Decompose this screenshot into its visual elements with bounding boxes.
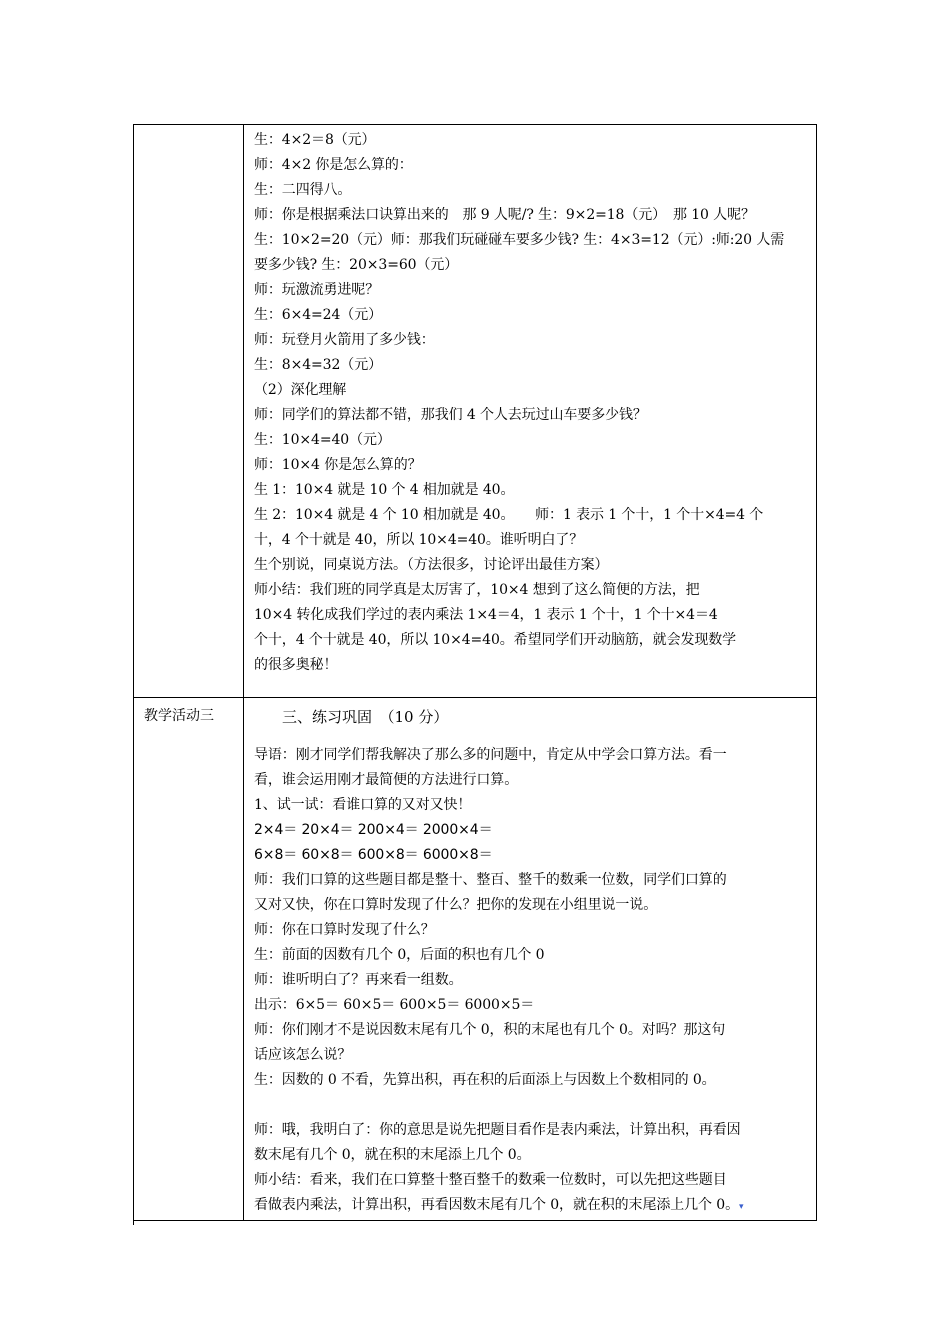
content-line: 生：因数的 0 不看，先算出积，再在积的后面添上与因数上个数相同的 0。 [254,1072,716,1088]
content-line: 师：谁听明白了？再来看一组数。 [254,972,463,988]
table-row [134,125,817,698]
content-line: 师：你在口算时发现了什么？ [254,922,435,938]
content-line: 生：10×2=20（元）师：那我们玩碰碰车要多少钱? 生：4×3=12（元）:师:20 人需 [254,232,785,248]
content-line: 师：我们口算的这些题目都是整十、整百、整千的数乘一位数，同学们口算的 [254,872,727,888]
content-line: 生 2：10×4 就是 4 个 10 相加就是 40。 师：1 表示 1 个十，1 个十×4=4 个 [254,507,764,523]
content-line: 生 1：10×4 就是 10 个 4 相加就是 40。 [254,482,515,498]
row-content-cell [244,698,817,1221]
content-line: 师小结：我们班的同学真是太厉害了，10×4 想到了这么简便的方法，把 [254,582,700,598]
blank-line [254,1093,810,1118]
row-label: 教学活动三 [144,708,214,724]
row-label-cell [134,125,244,698]
content-line: 2×4＝ 20×4＝ 200×4＝ 2000×4＝ [254,822,493,838]
content-line: 导语：刚才同学们帮我解决了那么多的问题中，肯定从中学会口算方法。看一 [254,747,727,763]
content-line: 师：你们刚才不是说因数末尾有几个 0，积的末尾也有几个 0。对吗？那这句 [254,1022,726,1038]
table-border-stub [133,1217,134,1225]
content-line: 的很多奥秘！ [254,657,338,673]
content-line: 10×4 转化成我们学过的表内乘法 1×4＝4，1 表示 1 个十，1 个十×4＝4 [254,607,718,623]
content-line: 师：4×2 你是怎么算的： [254,157,413,173]
content-line: 数末尾有几个 0，就在积的末尾添上几个 0。 [254,1147,531,1163]
section-title: 三、练习巩固 （10 分） [282,708,449,726]
content-line: 师：玩登月火箭用了多少钱： [254,332,435,348]
content-line-text: 看做表内乘法，计算出积，再看因数末尾有几个 0，就在积的末尾添上几个 0。 [254,1197,740,1213]
content-line: 生：前面的因数有几个 0，后面的积也有几个 0 [254,947,545,963]
content-line: 生：8×4=32（元） [254,357,382,373]
content-line: 师：你是根据乘法口诀算出来的 那 9 人呢/? 生：9×2=18（元） 那 10 人呢？ [254,207,755,223]
content-line: 6×8＝ 60×8＝ 600×8＝ 6000×8＝ [254,847,493,863]
content-line: 又对又快，你在口算时发现了什么？把你的发现在小组里说一说。 [254,897,658,913]
content-line: 师：10×4 你是怎么算的？ [254,457,422,473]
content-line: 看，谁会运用刚才最简便的方法进行口算。 [254,772,519,788]
row-label-cell [134,698,244,1221]
row-content-cell [244,125,817,698]
content-line: 师：玩激流勇进呢？ [254,282,380,298]
content-line: 1、试一试：看谁口算的又对又快！ [254,797,472,813]
content-line: 师：同学们的算法都不错，那我们 4 个人去玩过山车要多少钱？ [254,407,647,423]
content-line: 出示：6×5＝ 60×5＝ 600×5＝ 6000×5＝ [254,997,535,1013]
lesson-table [133,124,817,1221]
content-line: 师小结：看来，我们在口算整十整百整千的数乘一位数时，可以先把这些题目 [254,1172,727,1188]
content-line: 师：哦，我明白了：你的意思是说先把题目看作是表内乘法，计算出积，再看因 [254,1122,741,1138]
content-line: 个十，4 个十就是 40，所以 10×4=40。希望同学们开动脑筋，就会发现数学 [254,632,737,648]
content-line [254,1193,810,1220]
content-line: 生个别说，同桌说方法。（方法很多，讨论评出最佳方案） [254,557,609,573]
content-line: 生：6×4=24（元） [254,307,382,323]
content-line: 十，4 个十就是 40，所以 10×4=40。谁听明白了？ [254,532,584,548]
content-line: 生：10×4=40（元） [254,432,391,448]
content-line: 要多少钱? 生：20×3=60（元） [254,257,459,273]
content-line: 生：二四得八。 [254,182,352,198]
content-line: 话应该怎么说？ [254,1047,352,1063]
content-line: （2）深化理解 [254,382,347,398]
table-row [134,698,817,1221]
cell-end-mark-icon: ▾ [739,1202,744,1212]
content-line: 生：4×2＝8（元） [254,132,376,148]
